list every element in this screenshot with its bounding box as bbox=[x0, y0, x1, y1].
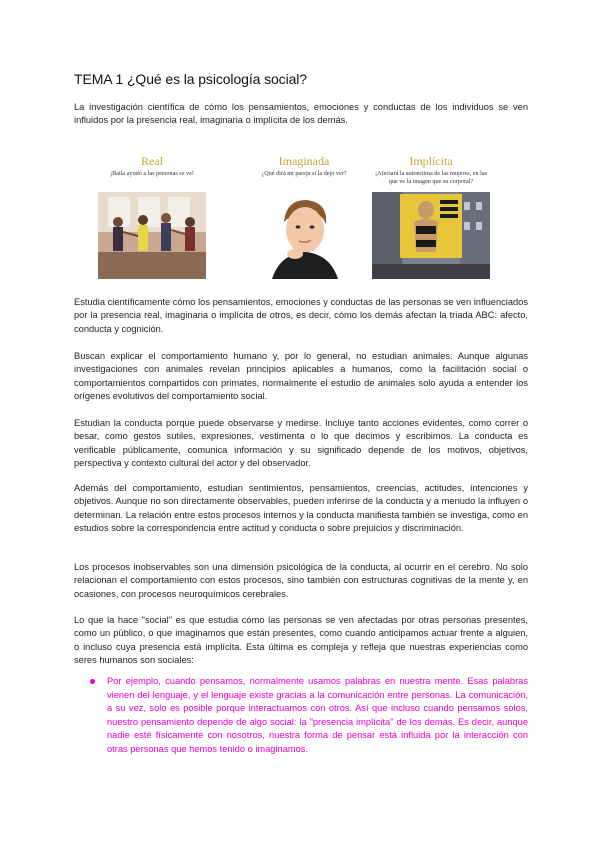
figure-subcaption: ¡Baila ayudó a las personas se ve! bbox=[110, 170, 194, 177]
figure-caption: Implícita bbox=[409, 154, 453, 168]
paragraph-2: Buscan explicar el comportamiento humano y, por lo general, no estudian animales. Aunque algunas investigaciones con animales revelan principios aplicables a humanos, como la facilitación social o comportamientos compartidos con primates, normalmente el estudio de animales solo ayuda a entender los orígenes evolutivos del comportamiento social. bbox=[74, 351, 528, 401]
page-title: TEMA 1 ¿Qué es la psicología social? bbox=[74, 71, 307, 87]
dancing-photo bbox=[98, 192, 206, 279]
figure-real bbox=[98, 153, 206, 279]
list-item bbox=[74, 675, 528, 757]
billboard-photo bbox=[372, 192, 490, 279]
list-item-text: Por ejemplo, cuando pensamos, normalmente usamos palabras en nuestra mente. Esas palabras vienen del lenguaje, y el lenguaje existe gracias a la comunicación entre personas. La comunicación, a su vez, solo es posible porque interactuamos con otros. Así que incluso cuando pensamos solos, nuestro pensamiento depende de algo social: la "presencia implícita" de los demás. Es decir, aunque nadie esté físicamente con nosotros, nuestra forma de pensar está influida por la interacción con otras personas que hemos tenido o imaginamos. bbox=[107, 676, 528, 754]
figure-subcaption: ¿Qué dirá mi pareja si la dejo ver? bbox=[261, 170, 347, 177]
figure-imaginada bbox=[250, 153, 358, 279]
paragraph-4: Además del comportamiento, estudian sentimientos, pensamientos, creencias, actitudes, intenciones y objetivos. Aunque no son directamente observables, pueden inferirse de la conducta y a menudo la influyen o determinan. La relación entre estos procesos internos y la conducta manifiesta también se investiga, como en estudios sobre la correspondencia entre actitud y conducta o sobre prejuicios y discriminación. bbox=[74, 483, 528, 533]
intro-paragraph: La investigación científica de cómo los pensamientos, emociones y conductas de los individuos se ven influidos por la presencia real, imaginaria o implícita de los demás. bbox=[74, 102, 528, 126]
paragraph-1: Estudia científicamente cómo los pensamientos, emociones y conductas de las personas se ven influenciados por la presencia real, imaginaria o implícita de otros, es decir, cómo los demás afectan la triada ABC: afecto, conducta y cognición. bbox=[74, 297, 528, 334]
paragraph-5: Los procesos inobservables son una dimensión psicológica de la conducta, al ocurrir en el cerebro. No solo relacionan el comportamiento con estos procesos, sino también con estructuras cognitivas de la mente y, en ocasiones, con procesos neuroquímicos cerebrales. bbox=[74, 562, 528, 599]
figure-caption: Real bbox=[141, 154, 163, 168]
figure-subcaption: ¡Afectará la autoestima de las mujeres, en las que ve la imagen que su corporal? bbox=[374, 170, 487, 185]
paragraph-3: Estudian la conducta porque puede observarse y medirse. Incluye tanto acciones evidentes, como correr o besar, como gestos sutiles, expresiones, vestimenta o lo que decimos y escribimos. La conducta es verificable públicamente, comunica información y su significado depende de los motivos, objetivos, perspectiva y contexto cultural del actor y del observador. bbox=[74, 418, 528, 468]
bullet-dot-icon bbox=[90, 679, 95, 684]
figure-strip bbox=[98, 153, 510, 283]
figure-caption: Imaginada bbox=[278, 154, 330, 168]
thinking-man-photo bbox=[250, 192, 358, 279]
paragraph-6: Lo que la hace "social" es que estudia cómo las personas se ven afectadas por otras personas presentes, como un público, o que imaginamos que están presentes, como cuando anticipamos actuar frente a alguien, o incluso cuya presencia está implícita. Esta última es compleja y refleja que nuestras experiencias como seres humanos son sociales: bbox=[74, 615, 528, 665]
figure-implicita bbox=[372, 153, 490, 279]
bullet-list bbox=[74, 675, 528, 757]
